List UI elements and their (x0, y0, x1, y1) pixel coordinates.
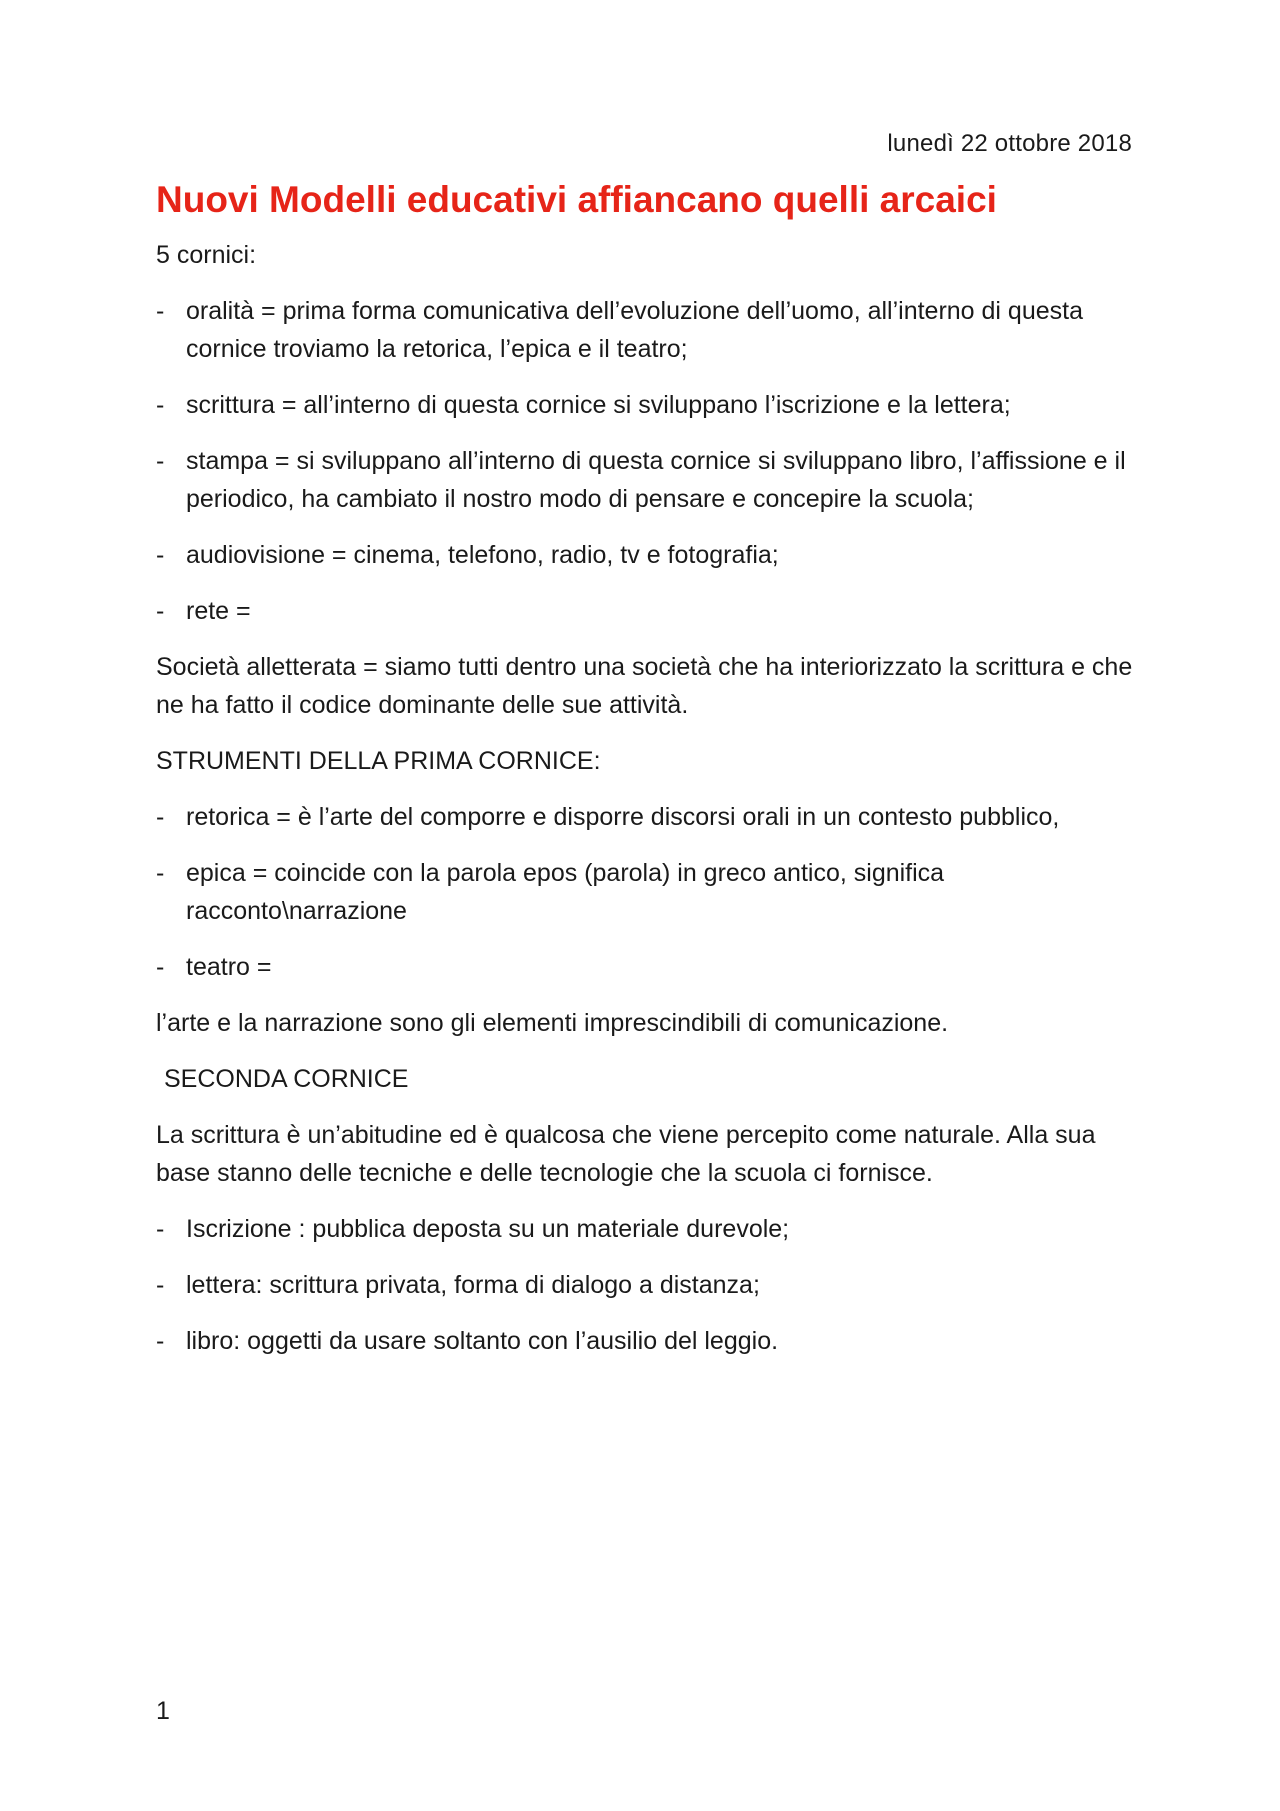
intro-text: 5 cornici: (156, 241, 257, 269)
list-item (156, 442, 1146, 518)
list-item (156, 948, 1146, 986)
cornici-list (156, 292, 1146, 630)
page-number: 1 (156, 1697, 170, 1725)
seconda-cornice-heading: SECONDA CORNICE (164, 1065, 409, 1093)
seconda-cornice-paragraph: La scrittura è un’abitudine ed è qualcosa che viene percepito come naturale. Alla sua base stanno delle tecniche e delle tecnologie che la scuola ci fornisce. (156, 1121, 1096, 1187)
dash-bullet: - (156, 597, 165, 625)
document-content (156, 178, 1146, 1378)
dash-bullet: - (156, 803, 165, 831)
list-item (156, 1322, 1146, 1360)
list-item (156, 854, 1146, 930)
list-item (156, 386, 1146, 424)
dash-bullet: - (156, 541, 165, 569)
list-item-text: epica = coincide con la parola epos (parola) in greco antico, significa racconto\narrazione (186, 859, 945, 925)
list-item (156, 1266, 1146, 1304)
dash-bullet: - (156, 1327, 165, 1355)
list-item-text: lettera: scrittura privata, forma di dialogo a distanza; (186, 1271, 760, 1299)
list-item (156, 1210, 1146, 1248)
societa-paragraph: Società alletterata = siamo tutti dentro una società che ha interiorizzato la scrittura e che ne ha fatto il codice dominante delle sue attività. (156, 653, 1133, 719)
dash-bullet: - (156, 1271, 165, 1299)
seconda-cornice-list (156, 1210, 1146, 1360)
dash-bullet: - (156, 447, 165, 475)
list-item-text: oralità = prima forma comunicativa dell’evoluzione dell’uomo, all’interno di questa cornice troviamo la retorica, l’epica e il teatro; (186, 297, 1083, 363)
dash-bullet: - (156, 391, 165, 419)
list-item (156, 798, 1146, 836)
list-item-text: teatro = (186, 953, 272, 981)
strumenti-heading: STRUMENTI DELLA PRIMA CORNICE: (156, 747, 601, 775)
list-item-text: rete = (186, 597, 251, 625)
list-item (156, 536, 1146, 574)
list-item-text: audiovisione = cinema, telefono, radio, tv e fotografia; (186, 541, 779, 569)
document-date: lunedì 22 ottobre 2018 (887, 130, 1132, 157)
dash-bullet: - (156, 297, 165, 325)
document-title: Nuovi Modelli educativi affiancano quelli arcaici (156, 179, 997, 220)
dash-bullet: - (156, 1215, 165, 1243)
list-item-text: stampa = si sviluppano all’interno di questa cornice si sviluppano libro, l’affissione e il periodico, ha cambiato il nostro modo di pensare e concepire la scuola; (186, 447, 1126, 513)
list-item-text: Iscrizione : pubblica deposta su un materiale durevole; (186, 1215, 790, 1243)
list-item (156, 592, 1146, 630)
arte-paragraph: l’arte e la narrazione sono gli elementi imprescindibili di comunicazione. (156, 1009, 949, 1037)
list-item (156, 292, 1146, 368)
dash-bullet: - (156, 859, 165, 887)
dash-bullet: - (156, 953, 165, 981)
list-item-text: retorica = è l’arte del comporre e disporre discorsi orali in un contesto pubblico, (186, 803, 1060, 831)
list-item-text: scrittura = all’interno di questa cornice si sviluppano l’iscrizione e la lettera; (186, 391, 1011, 419)
list-item-text: libro: oggetti da usare soltanto con l’ausilio del leggio. (186, 1327, 779, 1355)
strumenti-list (156, 798, 1146, 986)
